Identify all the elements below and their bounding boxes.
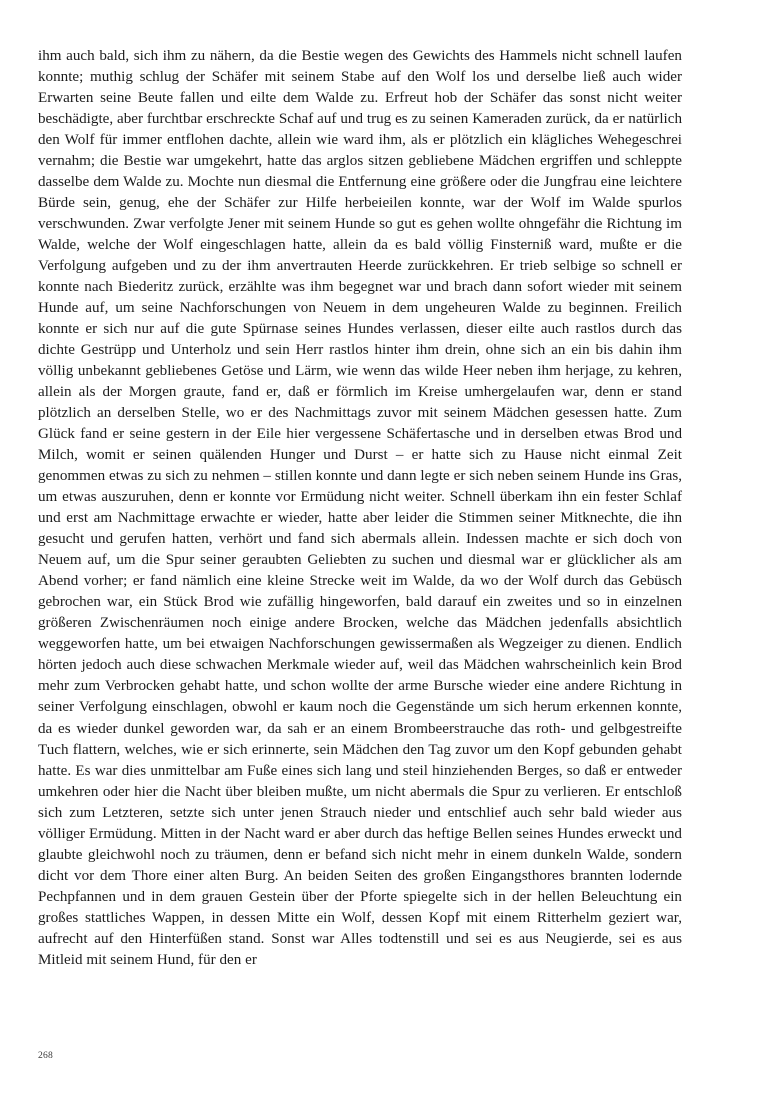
body-paragraph: ihm auch bald, sich ihm zu nähern, da die Bestie wegen des Gewichts des Hammels nicht schnell laufen konnte; muthig schlug der Schäfer mit seinem Stabe auf den Wolf los und derselbe ließ auch wider Erwarten seine Beute fallen und eilte dem Walde zu. Erfreut hob der Schäfer das sonst nicht weiter beschädigte, aber furchtbar erschreckte Schaf auf und trug es zu seinen Kameraden zurück, da er natürlich den Wolf für immer entflohen dachte, allein wie ward ihm, als er plötzlich ein klägliches Wehegeschrei vernahm; die Bestie war umgekehrt, hatte das arglos sitzen gebliebene Mädchen ergriffen und schleppte dasselbe dem Walde zu. Mochte nun diesmal die Entfernung eine größere oder die Jungfrau eine leichtere Bürde sein, genug, ehe der Schäfer zur Hilfe herbeieilen konnte, war der Wolf im Walde spurlos verschwunden. Zwar verfolgte Jener mit seinem Hunde so gut es gehen wollte ohngefähr die Richtung im Walde, welche der Wolf eingeschlagen hatte, allein da es bald völlig Finsterniß ward, mußte er die Verfolgung aufgeben und zu der ihm anvertrauten Heerde zurückkehren. Er trieb selbige so schnell er konnte nach Biederitz zurück, erzählte was ihm begegnet war und brach dann sofort wieder mit seinem Hunde auf, um seine Nachforschungen von Neuem in dem ungeheuren Walde zu beginnen. Freilich konnte er sich nur auf die gute Spürnase seines Hundes verlassen, dieser eilte auch rastlos durch das dichte Gestrüpp und Unterholz und sein Herr rastlos hinter ihm drein, ohne sich an ein bis dahin ihm völlig unbekannt gebliebenes Getöse und Lärm, wie wenn das wilde Heer neben ihm herjage, zu kehren, allein als der Morgen graute, fand er, daß er förmlich im Kreise umhergelaufen war, denn er stand plötzlich an derselben Stelle, wo er des Nachmittags zuvor mit seinem Mädchen gesessen hatte. Zum Glück fand er seine gestern in der Eile hier vergessene Schäfertasche und in derselben etwas Brod und Milch, womit er seinen quälenden Hunger und Durst – er hatte sich zu Hause nicht einmal Zeit genommen etwas zu sich zu nehmen – stillen konnte und dann legte er sich neben seinem Hunde ins Gras, um etwas auszuruhen, denn er konnte vor Ermüdung nicht weiter. Schnell überkam ihn ein fester Schlaf und erst am Nachmittage erwachte er wieder, hatte aber leider die Stimmen seiner Mitknechte, die ihn gesucht und gerufen hatten, verhört und fand sich abermals allein. Indessen machte er sich doch von Neuem auf, um die Spur seiner geraubten Geliebten zu suchen und diesmal war er glücklicher als am Abend vorher; er fand nämlich eine kleine Strecke weit im Walde, da wo der Wolf durch das Gebüsch gebrochen war, ein Stück Brod wie zufällig hingeworfen, bald darauf ein zweites und so in einzelnen größeren Zwischenräumen noch einige andere Brocken, welche das Mädchen jedenfalls absichtlich weggeworfen hatte, um bei etwaigen Nachforschungen gewissermaßen als Wegzeiger zu dienen. Endlich hörten jedoch auch diese schwachen Merkmale wieder auf, weil das Mädchen wahrscheinlich kein Brod mehr zum Verbrocken gehabt hatte, und schon wollte der arme Bursche wieder eine andere Richtung in seiner Verfolgung einschlagen, obwohl er kaum noch die Gegenstände um sich herum erkennen konnte, da es wieder dunkel geworden war, da sah er an einem Brombeerstrauche das roth- und gelbgestreifte Tuch flattern, welches, wie er sich erinnerte, sein Mädchen den Tag zuvor um den Kopf gebunden gehabt hatte. Es war dies unmittelbar am Fuße eines sich lang und steil hinziehenden Berges, so daß er entweder umkehren oder hier die Nacht über bleiben mußte, um nicht abermals die Spur zu verlieren. Er entschloß sich zum Letzteren, setzte sich unter jenen Strauch nieder und entschlief auch sehr bald wieder aus völliger Ermüdung. Mitten in der Nacht ward er aber durch das heftige Bellen seines Hundes erweckt und glaubte gleichwohl noch zu träumen, denn er befand sich nicht mehr in einem dunkeln Walde, sondern dicht vor dem Thore einer alten Burg. An beiden Seiten des großen Eingangsthores brannten lodernde Pechpfannen und in dem grauen Gestein über der Pforte spiegelte sich in der hellen Beleuchtung ein großes stattliches Wappen, in dessen Mitte ein Wolf, dessen Kopf mit einem Ritterhelm geziert war, aufrecht auf den Hinterfüßen stand. Sonst war Alles todtenstill und sei es aus Neugierde, sei es aus Mitleid mit seinem Hund, für den er <box>38 48 682 968</box>
page-number: 268 <box>38 1050 53 1061</box>
text-column <box>38 46 682 971</box>
